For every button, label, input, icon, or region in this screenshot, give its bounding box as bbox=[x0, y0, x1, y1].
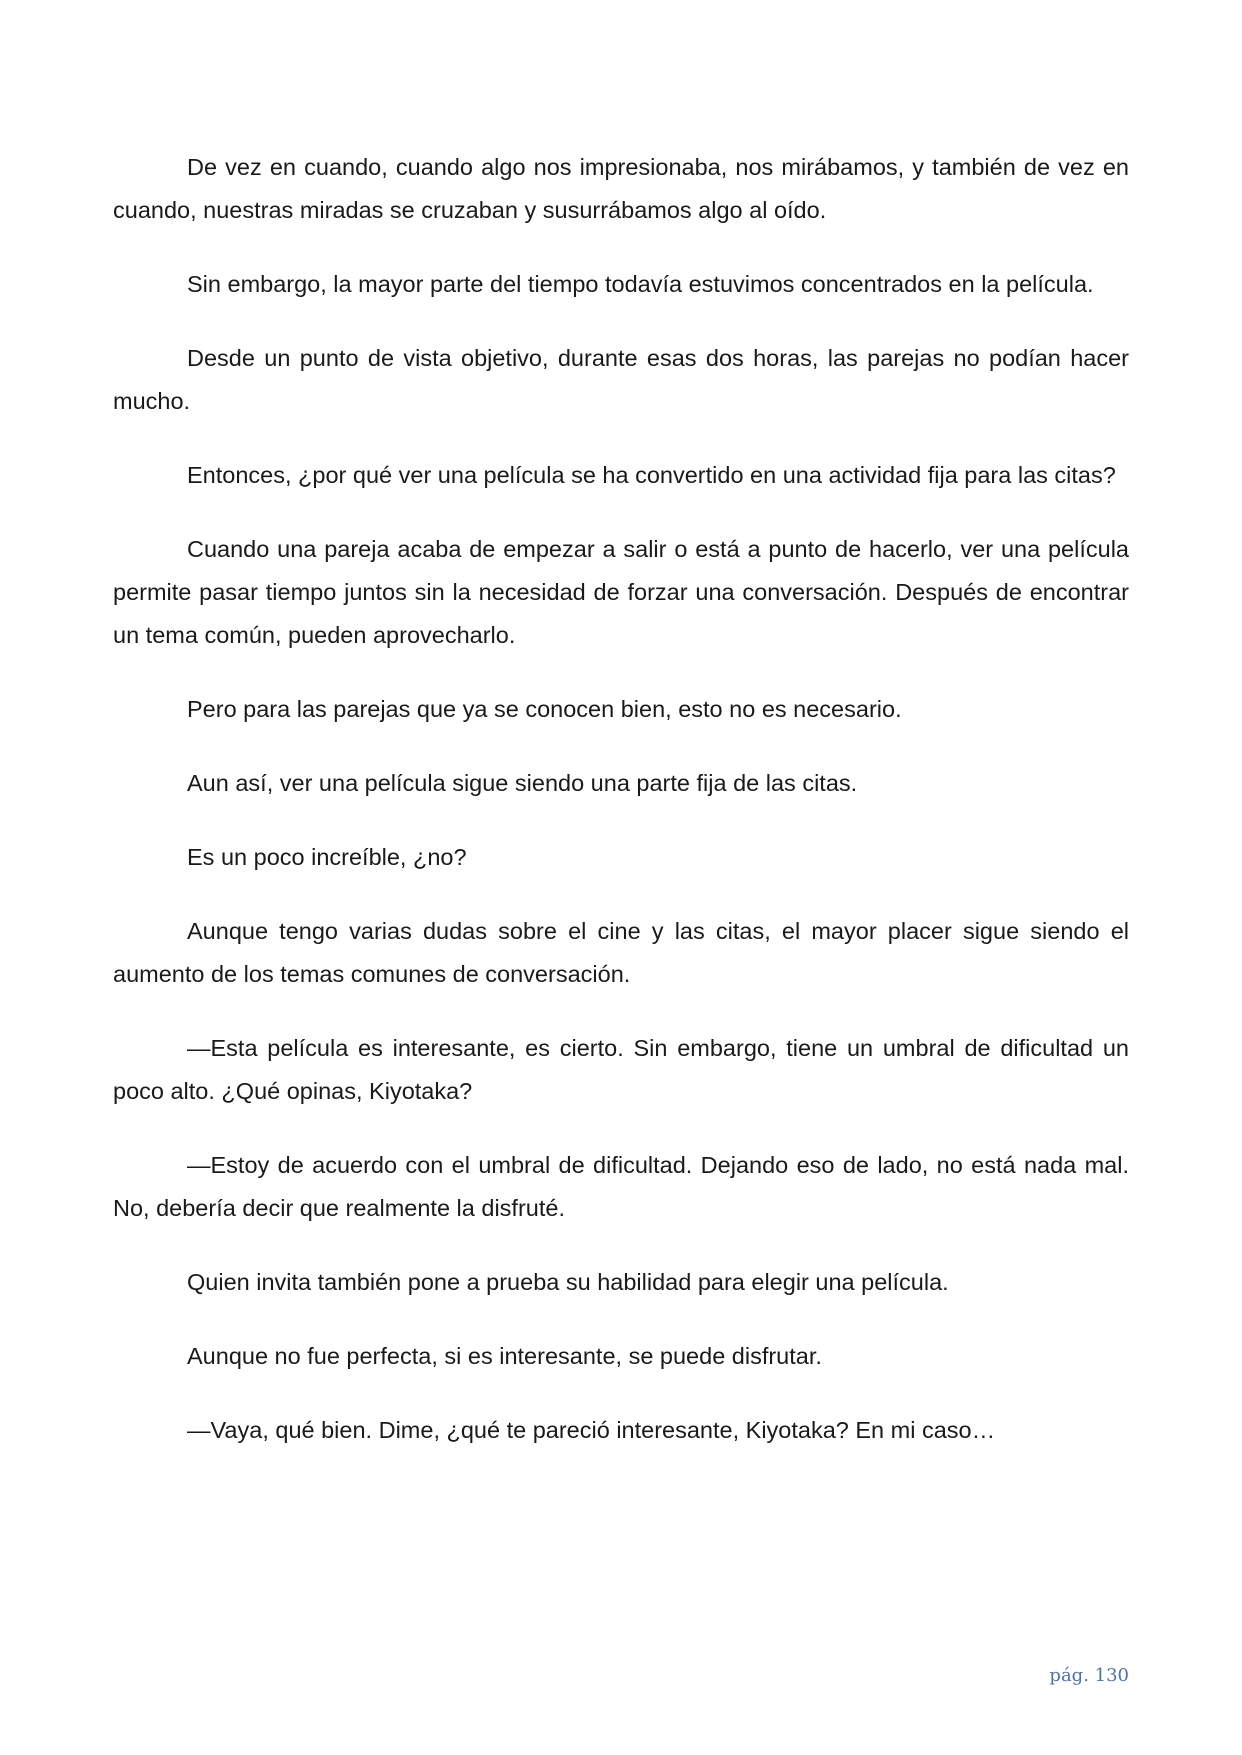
paragraph: Es un poco increíble, ¿no? bbox=[187, 844, 467, 870]
paragraph: —Estoy de acuerdo con el umbral de dificultad. Dejando eso de lado, no está nada mal. No, debería decir que realmente la disfruté. bbox=[113, 1152, 1129, 1221]
body-text bbox=[113, 146, 1129, 1483]
paragraph: Entonces, ¿por qué ver una película se ha convertido en una actividad fija para las citas? bbox=[187, 462, 1116, 488]
paragraph: Quien invita también pone a prueba su habilidad para elegir una película. bbox=[187, 1269, 949, 1295]
paragraph: Aunque no fue perfecta, si es interesante, se puede disfrutar. bbox=[187, 1343, 822, 1369]
page-number: pág. 130 bbox=[1049, 1665, 1129, 1686]
paragraph: —Esta película es interesante, es cierto. Sin embargo, tiene un umbral de dificultad un poco alto. ¿Qué opinas, Kiyotaka? bbox=[113, 1035, 1129, 1104]
paragraph: De vez en cuando, cuando algo nos impresionaba, nos mirábamos, y también de vez en cuando, nuestras miradas se cruzaban y susurrábamos algo al oído. bbox=[113, 154, 1129, 223]
paragraph: Cuando una pareja acaba de empezar a salir o está a punto de hacerlo, ver una película permite pasar tiempo juntos sin la necesidad de forzar una conversación. Después de encontrar un tema común, pueden aprovecharlo. bbox=[113, 536, 1129, 648]
paragraph: Aunque tengo varias dudas sobre el cine y las citas, el mayor placer sigue siendo el aumento de los temas comunes de conversación. bbox=[113, 918, 1129, 987]
paragraph: —Vaya, qué bien. Dime, ¿qué te pareció interesante, Kiyotaka? En mi caso… bbox=[187, 1417, 996, 1443]
paragraph: Desde un punto de vista objetivo, durante esas dos horas, las parejas no podían hacer mucho. bbox=[113, 345, 1129, 414]
paragraph: Sin embargo, la mayor parte del tiempo todavía estuvimos concentrados en la película. bbox=[187, 271, 1094, 297]
paragraph: Aun así, ver una película sigue siendo una parte fija de las citas. bbox=[187, 770, 858, 796]
paragraph: Pero para las parejas que ya se conocen bien, esto no es necesario. bbox=[187, 696, 902, 722]
